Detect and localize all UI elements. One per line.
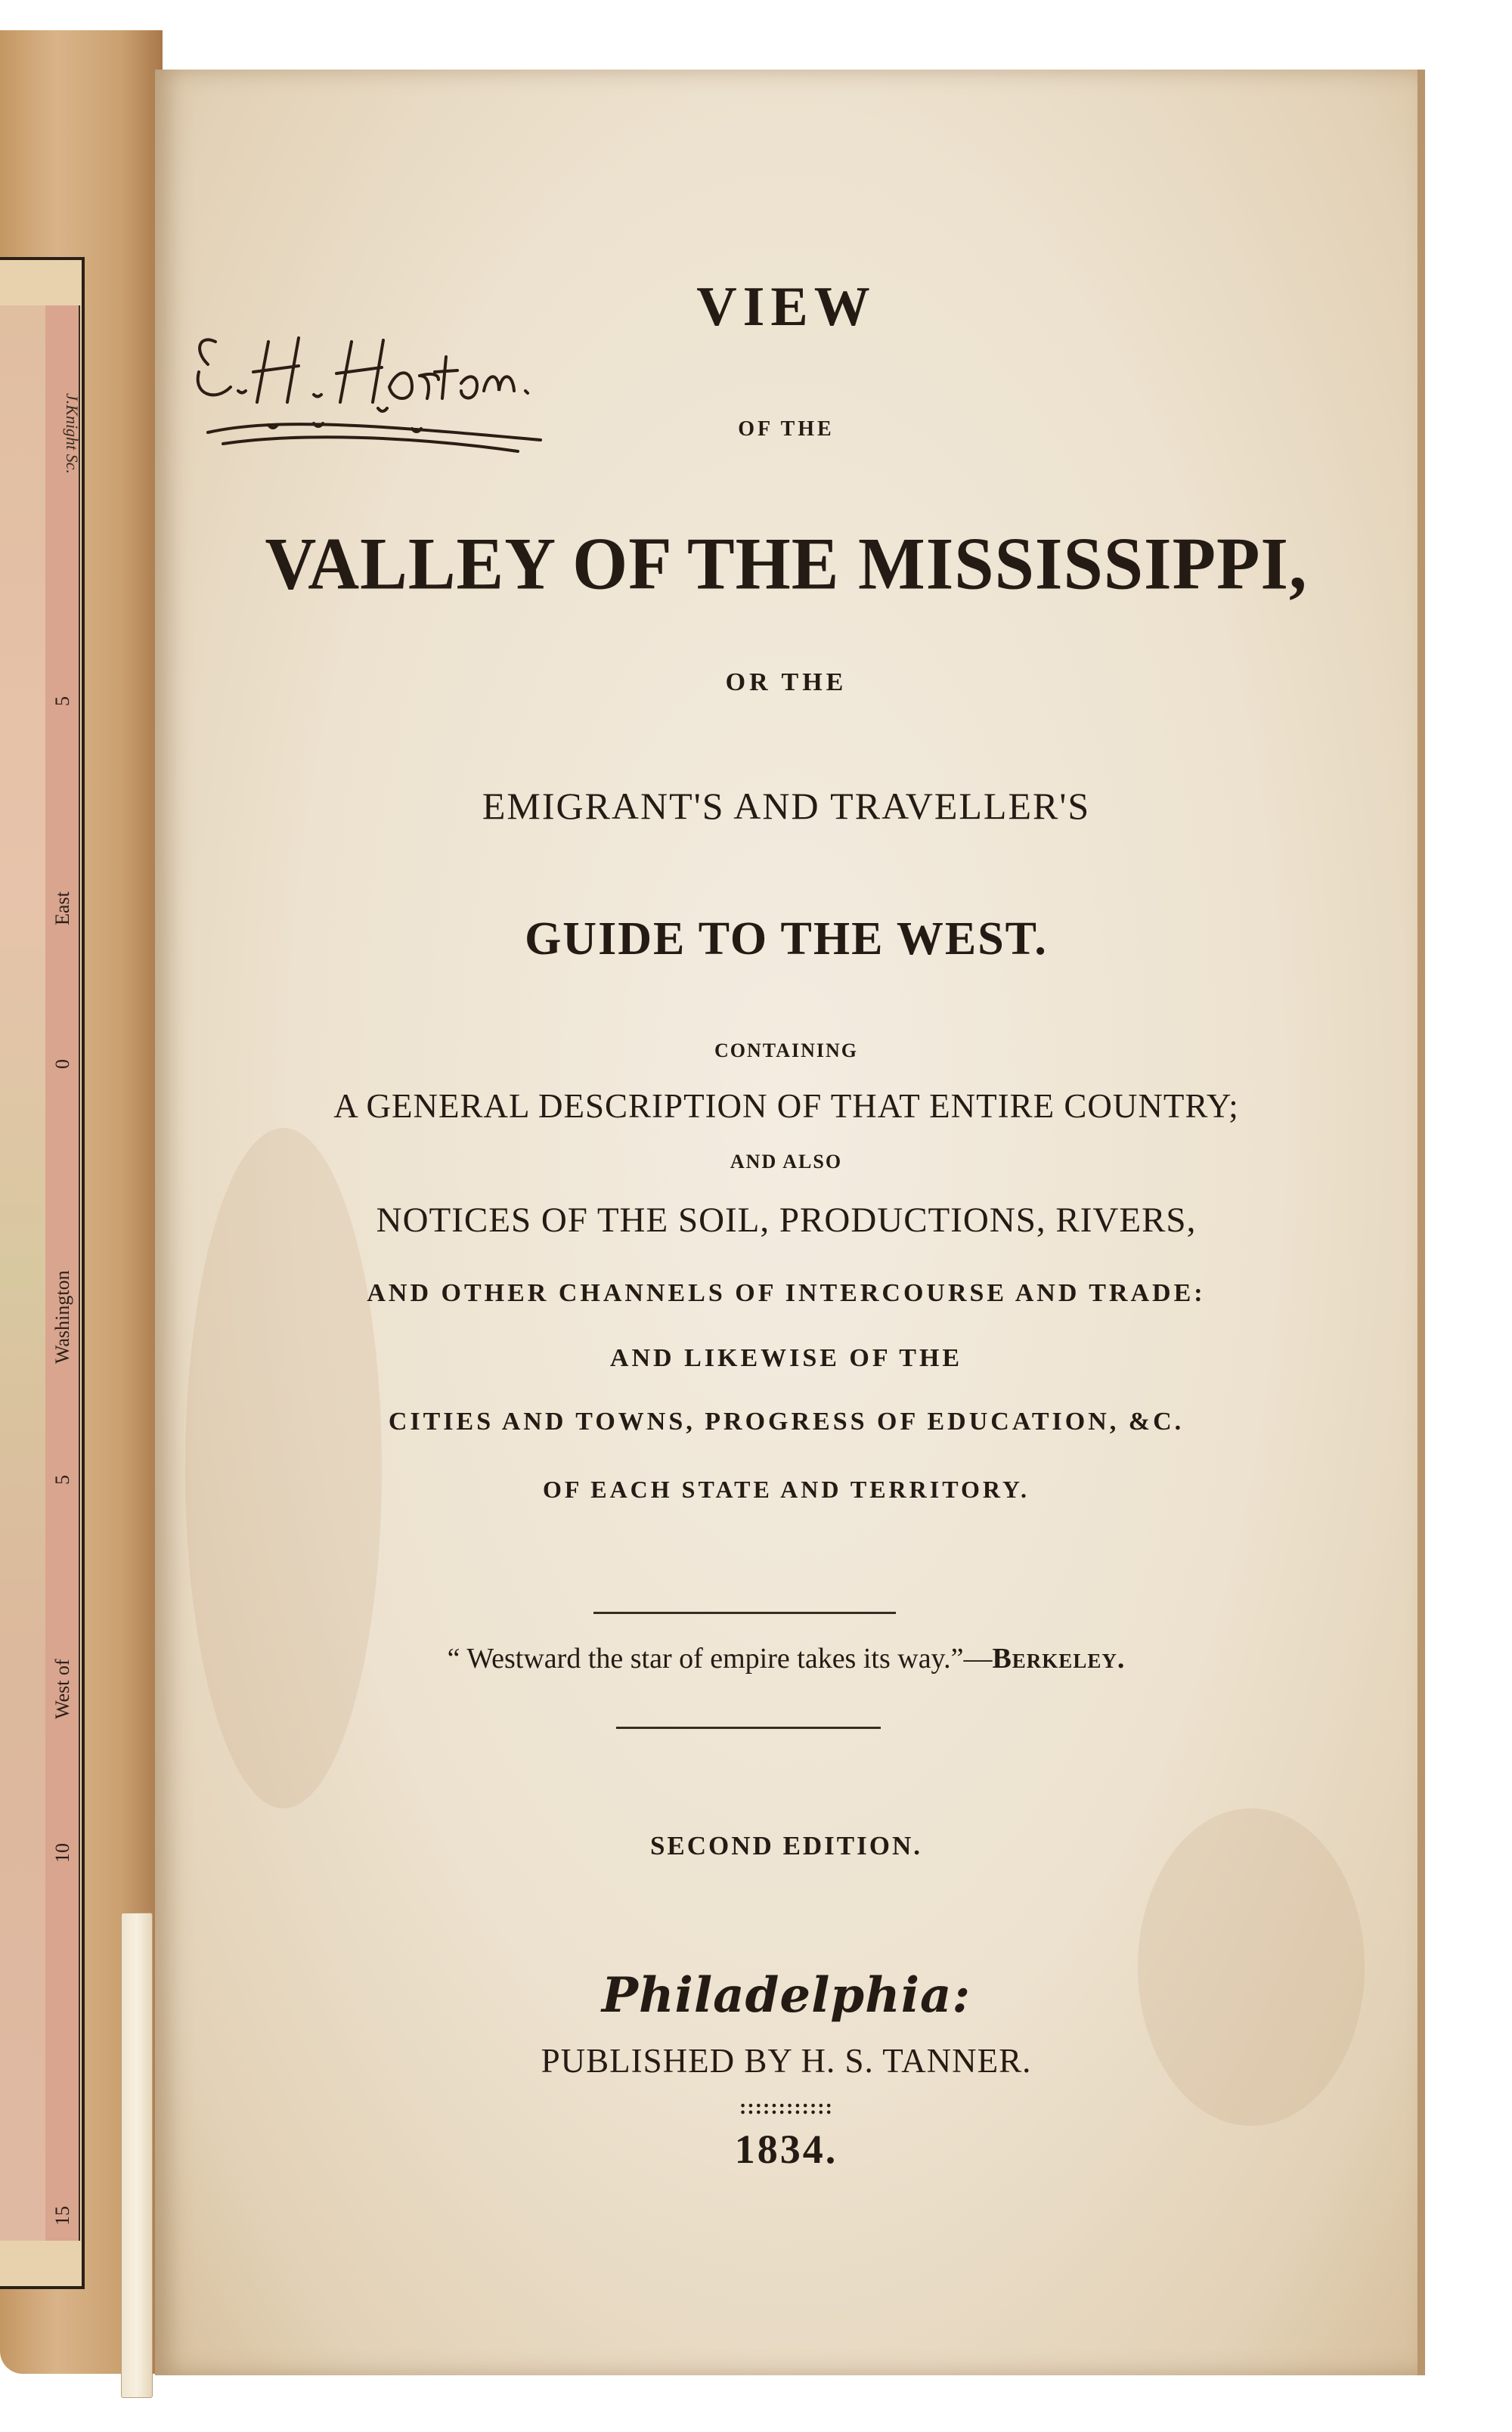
- text-cities: CITIES AND TOWNS, PROGRESS OF EDUCATION, &C.: [388, 1408, 1185, 1436]
- map-image: [0, 305, 48, 2241]
- text-and-also: AND ALSO: [730, 1151, 843, 1173]
- map-label: East: [51, 891, 73, 925]
- text-likewise: AND LIKEWISE OF THE: [609, 1344, 963, 1372]
- title-or-the: OR THE: [725, 668, 847, 696]
- map-plate: [0, 257, 85, 2289]
- title-main: VALLEY OF THE MISSISSIPPI,: [265, 522, 1308, 606]
- text-other-channels: AND OTHER CHANNELS OF INTERCOURSE AND TRADE:: [367, 1279, 1206, 1307]
- map-label: 0: [51, 1059, 73, 1069]
- map-label: 5: [51, 696, 73, 706]
- epigraph-quote: [155, 1642, 1418, 1675]
- text-containing: CONTAINING: [714, 1039, 858, 1061]
- left-facing-page: [0, 30, 163, 2374]
- title-view: VIEW: [696, 276, 876, 338]
- text-general-description: A GENERAL DESCRIPTION OF THAT ENTIRE COUNTRY;: [333, 1087, 1239, 1125]
- engraver-credit: J.Knight Sc.: [63, 393, 82, 474]
- map-label: 10: [51, 1843, 73, 1863]
- title-of-the: OF THE: [738, 417, 835, 441]
- quote-author: Berkeley.: [992, 1643, 1126, 1675]
- text-notices: NOTICES OF THE SOIL, PRODUCTIONS, RIVERS,: [376, 1201, 1197, 1240]
- divider-rule: [616, 1727, 881, 1729]
- divider-rule: [593, 1612, 896, 1614]
- map-label: 5: [51, 1475, 73, 1485]
- map-label: 15: [51, 2206, 73, 2226]
- quote-text: “ Westward the star of empire takes its way.”—: [447, 1643, 993, 1675]
- title-page: [155, 70, 1425, 2375]
- imprint-ornament: ::::::::::::: [739, 2096, 833, 2119]
- text-each-state: OF EACH STATE AND TERRITORY.: [542, 1476, 1030, 1503]
- imprint-publisher: PUBLISHED BY H. S. TANNER.: [541, 2042, 1032, 2080]
- map-fold-tab: [121, 1913, 153, 2398]
- handwritten-signature: [185, 319, 609, 470]
- subtitle-emigrant: EMIGRANT'S AND TRAVELLER'S: [482, 785, 1091, 827]
- edition: SECOND EDITION.: [649, 1831, 923, 1860]
- map-label: West of: [51, 1659, 73, 1719]
- imprint-city: Philadelphia:: [601, 1967, 971, 2024]
- imprint-year: 1834.: [734, 2127, 838, 2172]
- map-label: Washington: [51, 1270, 73, 1364]
- subtitle-guide: GUIDE TO THE WEST.: [525, 913, 1048, 965]
